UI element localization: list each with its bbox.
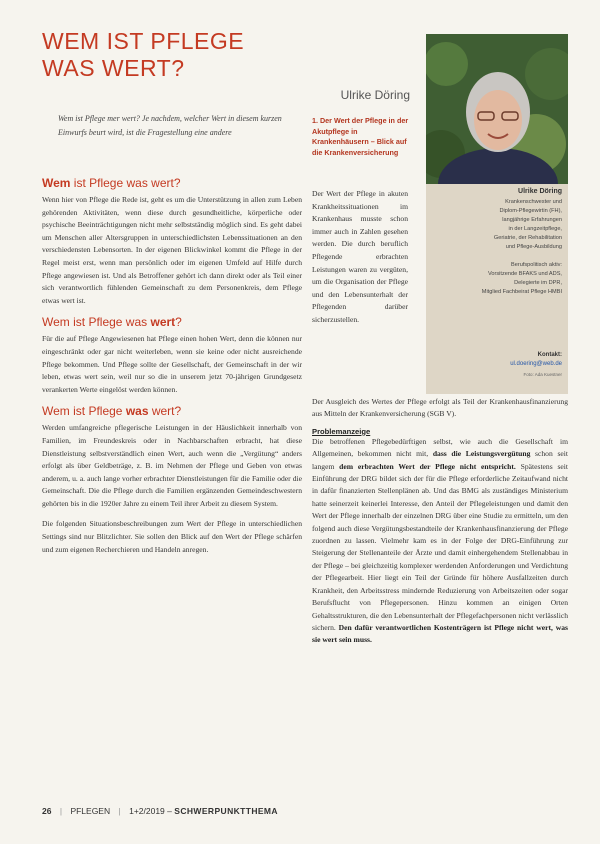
bio-line — [432, 252, 562, 261]
section-3-text-1: Werden umfangreiche pflegerische Leistungen in der Häuslichkeit innerhalb von Familien, im Freundeskreis oder in Nachbarschaften erbracht, hat diese Dienstleistung selbstverständlich einen Wert, auch wenn die „Vergütung“ anders erfolgt als über Geldbeträge, z. B. im Nehmen der Pflege und Geben von etwas anderem, u. a. auch lange vorher erbrachter Dienstleistungen für die Familie oder die Gemeinschaft. Die die Pflege durch die Familien ergänzenden Gemeindeschwestern gehörten bis in die 1920er Jahre zu einem Teil ihrer Arbeit zu diesem System. — [42, 423, 302, 508]
issue-number: 1+2/2019 — [129, 806, 165, 816]
page-number: 26 — [42, 806, 52, 816]
author-photo — [426, 34, 568, 184]
page-footer — [42, 806, 278, 816]
title-line-2: WAS WERT? — [42, 55, 185, 81]
section-2-text: Für die auf Pflege Angewiesenen hat Pflege einen hohen Wert, denn die können nur eingeschränkt oder gar nicht weiterleben, wenn sie keine oder nicht ausreichende Pflege bekommen. Und Pflege sollte der Gesellschaft, der Gemeinschaft in der wir leben, etwas wert sein, weil nur so die in unserem jetzt 70-jährigen Grundgesetz verankerten Werte eingelöst werden können. — [42, 334, 302, 394]
footer-separator: | — [59, 806, 63, 816]
problem-heading: Problemanzeige — [312, 426, 371, 436]
footer-dash: – — [167, 806, 172, 816]
portrait-image — [426, 34, 568, 184]
intro-text: Wem ist Pflege mer wert? Je nachdem, welcher Wert in diesem kurzen Einwurfs beurt wird, ist die Fragestellung eine andere — [58, 114, 282, 137]
bio-line: Geriatrie, der Rehabilitation — [493, 235, 562, 241]
footer-separator: | — [118, 806, 121, 816]
title-line-1: WEM IST PFLEGE — [42, 28, 245, 54]
magazine-name: PFLEGEN — [70, 806, 111, 816]
photo-credit: Foto: Ada Kuestner — [523, 372, 562, 377]
subsection-heading: 1. Der Wert der Pflege in der Akutpflege in Krankenhäusern – Blick auf die Krankenversicherung — [312, 116, 409, 157]
middle-column-text: Der Wert der Pflege in akuten Krankheitssituationen im Krankenhaus musste schon immer auch in Zahlen gesehen werden. Die durch beruflich Pflegende erbrachten Leistungen waren zu vergüten, um die Organisation der Pflege und den Lebensunterhalt der Pflegenden darüber sicherzustellen. — [312, 189, 408, 324]
author-info-box — [426, 184, 568, 394]
bio-line: Berufspolitisch aktiv: — [511, 262, 562, 268]
bio-line: Delegierte im DPR, — [514, 280, 562, 286]
bio-line: Diplom-Pflegewirtin (FH), — [499, 208, 562, 214]
section-3-text-2: Die folgenden Situationsbeschreibungen zum Wert der Pflege in unterschiedlichen Settings sind nur Blitzlichter. Sie sollen den Blick auf den Wert der Pflege schärfen und zum eigenen Recherchieren und Handeln anregen. — [42, 519, 302, 554]
right-column — [312, 396, 568, 647]
bio-line: Mitglied Fachbeirat Pflege HMBI — [481, 289, 562, 295]
sidebar-bio — [432, 198, 562, 297]
bio-line: und Pflege-Ausbildung — [505, 244, 562, 250]
bio-line: langjährige Erfahrungen — [502, 217, 562, 223]
contact-label: Kontakt: — [537, 352, 562, 358]
section-3-heading: Wem ist Pflege was wert? — [42, 404, 182, 419]
contact-email-link[interactable]: ul.doering@web.de — [510, 361, 562, 367]
right-paragraph-1: Der Ausgleich des Wertes der Pflege erfolgt als Teil der Krankenhausfinanzierung aus Mitteln der Krankenversicherung (SGB V). — [312, 397, 568, 419]
section-1-heading: Wem ist Pflege was wert? — [42, 176, 181, 190]
section-2-heading: Wem ist Pflege was wert? — [42, 315, 182, 330]
author-name: Ulrike Döring — [340, 88, 410, 102]
bio-line: Krankenschwester und — [505, 199, 562, 205]
section-1-text: Wenn hier von Pflege die Rede ist, geht es um die Unterstützung in allen zum Leben gehörenden Aktivitäten, wenn diese durch gesundheitliche, körperliche oder psychische Beeinträchtigungen nicht mehr selbstständig möglich sind. Es geht dabei um Menschen aller Altersgruppen in unterschiedlichsten Lebenssituationen an den verschiedensten Lebensorten. In der eigenen Blickwinkel kommt die Pflege in der Regel meist erst, wenn man persönlich oder im eigenen Umfeld auf Hilfe durch Pflege angewiesen ist. Und als Betroffener gehört ich dann direkt oder als Teil einer sich verantwortlich fühlenden Gemeinschaft zu dem Personenkreis, dem Pflege etwas wert ist. — [42, 195, 302, 305]
right-paragraph-2: Die betroffenen Pflegebedürftigen selbst, wie auch die Gesellschaft im Allgemeinen, bekommen nicht mit, dass die Leistungsvergütung schon seit langem dem erbrachten Wert der Pflege nicht entspricht. Spätestens seit Einführung der DRG bildet sich der für die Pflege erforderliche Zeitaufwand nicht in dafür finanzierten Stellenplänen ab. Und das BMG als zuständiges Ministerium hatte seinerzeit keinerlei Interesse, den Anteil der Pflegeleistungen und damit den Wert der Pflege innerhalb der einzelnen DRG über eine Studie zu ermitteln, um den folgend auch diese Vergütungsbestandteile der Krankenhausfinanzierung der Pflege zuordnen zu lassen. Vielmehr kam es in der Folge der DRG-Einführung zur Steigerung der Stellenanteile der Ärzte und damit einhergehendem Stellenabbau in der Pflege – bei gleichzeitig komplexer werdenden Anforderungen und Verdichtung der Pflegearbeit. Hier liegt ein Teil der Gründe für höhere Ausfallzeiten durch Krankheit, den Arbeitsstress mindernde Reduzierung von Arbeitszeiten oder sogar Berufsflucht von Pflegepersonen. Hinzu kommen an einigen Orten Gehaltsstrukturen, die den Lebensunterhalt der Pflegefachpersonen nicht verlässlich sichern. Den dafür verantwortlichen Kostenträgern ist Pflege nicht wert, was sie wert sein muss. — [312, 436, 568, 645]
bio-line: in der Langzeitpflege, — [508, 226, 562, 232]
bio-line: Vorsitzende BFAKS und ADS, — [487, 271, 562, 277]
section-theme: SCHWERPUNKTTHEMA — [174, 806, 278, 816]
article-title — [42, 28, 372, 82]
sidebar-name: Ulrike Döring — [518, 188, 562, 195]
left-column — [42, 174, 302, 564]
